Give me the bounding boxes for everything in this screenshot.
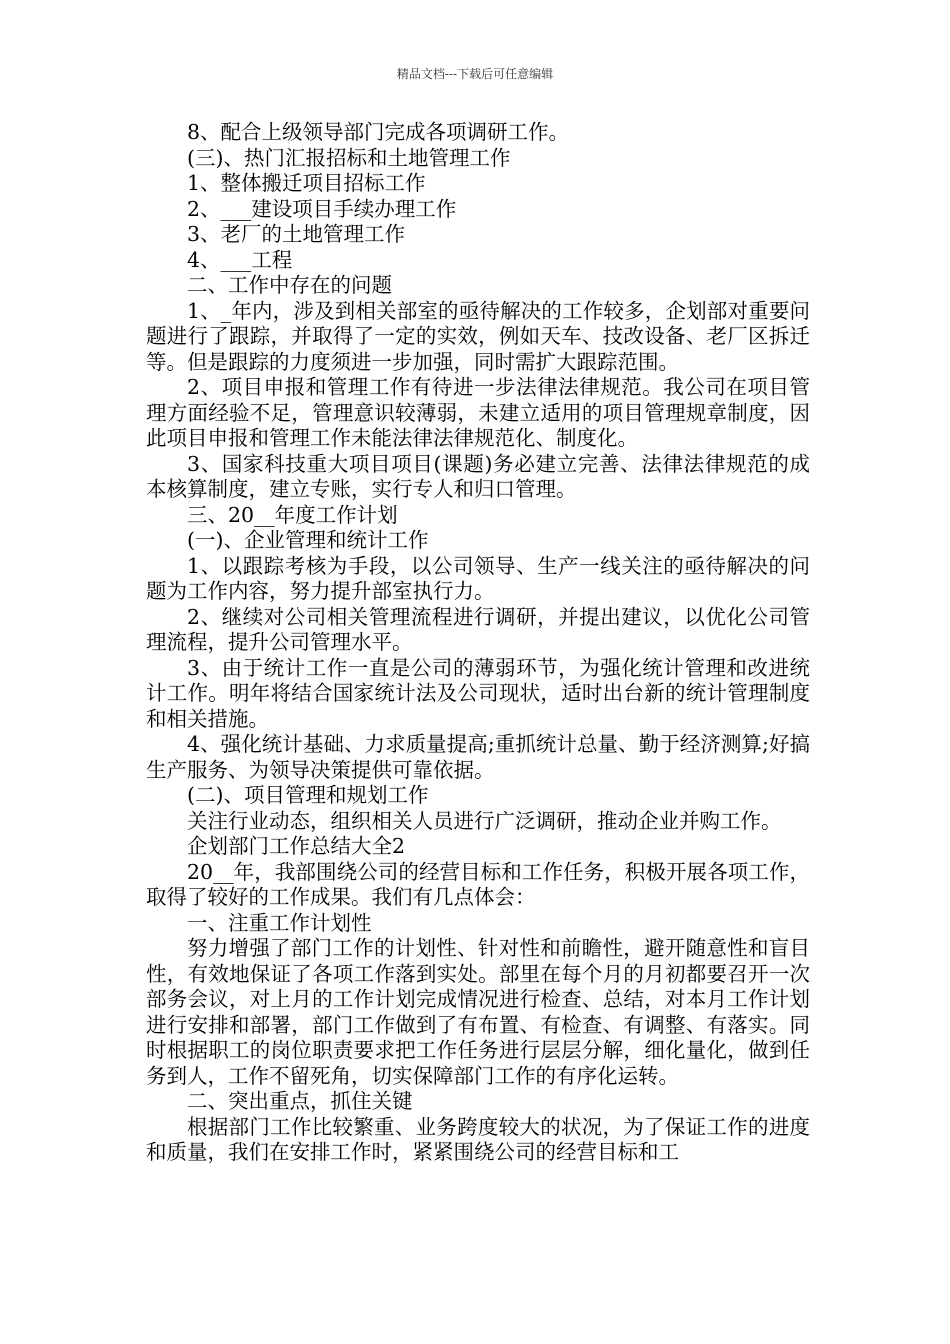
paragraph: (一)、企业管理和统计工作: [187, 528, 429, 552]
paragraph: 3、由于统计工作一直是公司的薄弱环节，为强化统计管理和改进统计工作。明年将结合国家统计法及公司现状，适时出台新的统计管理制度和相关措施。: [146, 655, 810, 731]
paragraph: 8、配合上级领导部门完成各项调研工作。: [187, 120, 570, 144]
paragraph: 1、_年内，涉及到相关部室的亟待解决的工作较多，企划部对重要问题进行了跟踪，并取得了一定的实效，例如天车、技改设备、老厂区拆迁等。但是跟踪的力度须进一步加强，同时需扩大跟踪范围。: [146, 298, 810, 374]
section-heading: 一、注重工作计划性: [187, 910, 372, 935]
section-heading: 二、突出重点，抓住关键: [187, 1089, 413, 1113]
section-heading: 二、工作中存在的问题: [187, 273, 392, 297]
paragraph: 2、项目申报和管理工作有待进一步法律法律规范。我公司在项目管理方面经验不足，管理意识较薄弱，未建立适用的项目管理规章制度，因此项目申报和管理工作未能法律法律规范化、制度化。: [146, 375, 810, 450]
paragraph: (三)、热门汇报招标和土地管理工作: [187, 145, 511, 170]
page-header: 精品文档---下载后可任意编辑: [396, 67, 554, 81]
paragraph: 4、___工程: [187, 247, 293, 272]
paragraph: (二)、项目管理和规划工作: [187, 783, 429, 807]
paragraph: 2、___建设项目手续办理工作: [187, 196, 457, 221]
paragraph: 关注行业动态，组织相关人员进行广泛调研，推动企业并购工作。: [187, 808, 782, 833]
paragraph: 3、老厂的土地管理工作: [187, 222, 406, 246]
paragraph: 1、整体搬迁项目招标工作: [187, 171, 426, 195]
paragraph: 根据部门工作比较繁重、业务跨度较大的状况，为了保证工作的进度和质量，我们在安排工作时，紧紧围绕公司的经营目标和工: [146, 1114, 810, 1164]
document-title: 企划部门工作总结大全2: [187, 834, 406, 858]
paragraph: 20__年，我部围绕公司的经营目标和工作任务，积极开展各项工作，取得了较好的工作成果。我们有几点体会：: [146, 859, 810, 909]
paragraph: 1、以跟踪考核为手段，以公司领导、生产一线关注的亟待解决的问题为工作内容，努力提升部室执行力。: [146, 553, 810, 603]
section-heading: 三、20__年度工作计划: [187, 502, 398, 527]
paragraph: 4、强化统计基础、力求质量提高;重抓统计总量、勤于经济测算;好搞生产服务、为领导决策提供可靠依据。: [146, 732, 810, 782]
paragraph: 3、国家科技重大项目项目(课题)务必建立完善、法律法律规范的成本核算制度，建立专账，实行专人和归口管理。: [146, 451, 810, 501]
paragraph: 2、继续对公司相关管理流程进行调研，并提出建议，以优化公司管理流程，提升公司管理水平。: [146, 604, 810, 654]
document-body: [146, 120, 810, 1166]
paragraph: 努力增强了部门工作的计划性、针对性和前瞻性，避开随意性和盲目性，有效地保证了各项工作落到实处。部里在每个月的月初都要召开一次部务会议，对上月的工作计划完成情况进行检查、总结，对本月工作计划进行安排和部署，部门工作做到了有布置、有检查、有调整、有落实。同时根据职工的岗位职责要求把工作任务进行层层分解，细化量化，做到任务到人，工作不留死角，切实保障部门工作的有序化运转。: [146, 936, 810, 1088]
